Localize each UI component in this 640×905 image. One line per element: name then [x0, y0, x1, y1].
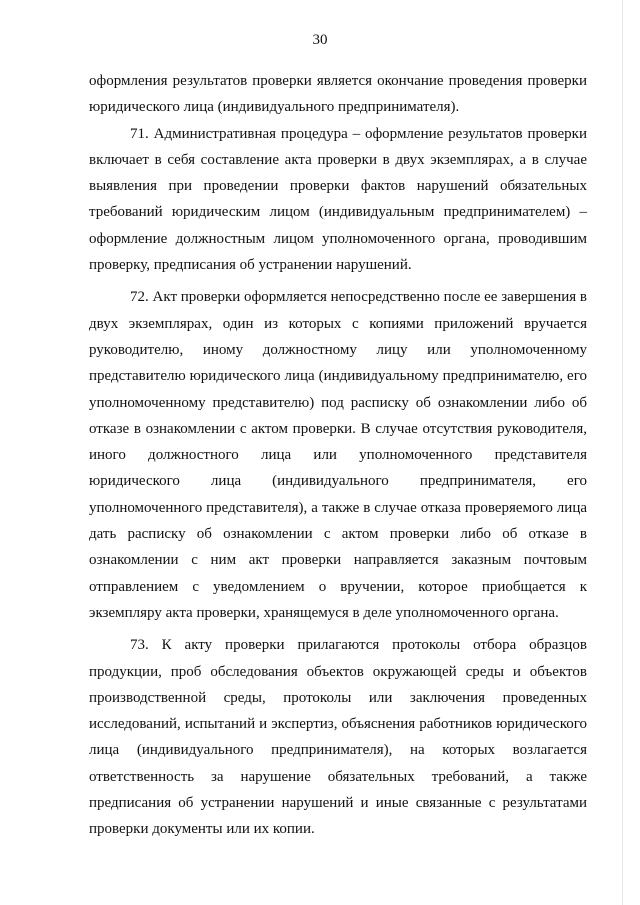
- paragraph-72: 72. Акт проверки оформляется непосредственно после ее завершения в двух экземплярах, один из которых с копиями приложений вручается руководителю, иному должностному лицу или уполномоченному представителю юридического лица (индивидуальному предпринимателю, его уполномоченному представителю) под расписку об ознакомлении либо об отказе в ознакомлении с актом проверки. В случае отсутствия руководителя, иного должностного лица или уполномоченного представителя юридического лица (индивидуального предпринимателя, его уполномоченного представителя), а также в случае отказа проверяемого лица дать расписку об ознакомлении с актом проверки либо об отказе в ознакомлении с ним акт проверки направляется заказным почтовым отправлением с уведомлением о вручении, которое приобщается к экземпляру акта проверки, хранящемуся в деле уполномоченного органа.: [89, 289, 587, 621]
- paragraph-73: 73. К акту проверки прилагаются протоколы отбора образцов продукции, проб обследования объектов окружающей среды и объектов производственной среды, протоколы или заключения проведенных исследований, испытаний и экспертиз, объяснения работников юридического лица (индивидуального предпринимателя), на которых возлагается ответственность за нарушение обязательных требований, а также предписания об устранении нарушений и иные связанные с результатами проверки документы или их копии.: [89, 637, 587, 838]
- document-body: [89, 68, 587, 843]
- paragraph-continuation: оформления результатов проверки является окончание проведения проверки юридического лица (индивидуального предпринимателя).: [89, 73, 587, 116]
- scan-edge-line: [622, 0, 623, 905]
- paragraph-71: 71. Административная процедура – оформление результатов проверки включает в себя составление акта проверки в двух экземплярах, а в случае выявления при проведении проверки фактов нарушений обязательных требований юридическим лицом (индивидуальным предпринимателем) – оформление должностным лицом уполномоченного органа, проводившим проверку, предписания об устранении нарушений.: [89, 125, 587, 274]
- page-number: 30: [312, 32, 328, 48]
